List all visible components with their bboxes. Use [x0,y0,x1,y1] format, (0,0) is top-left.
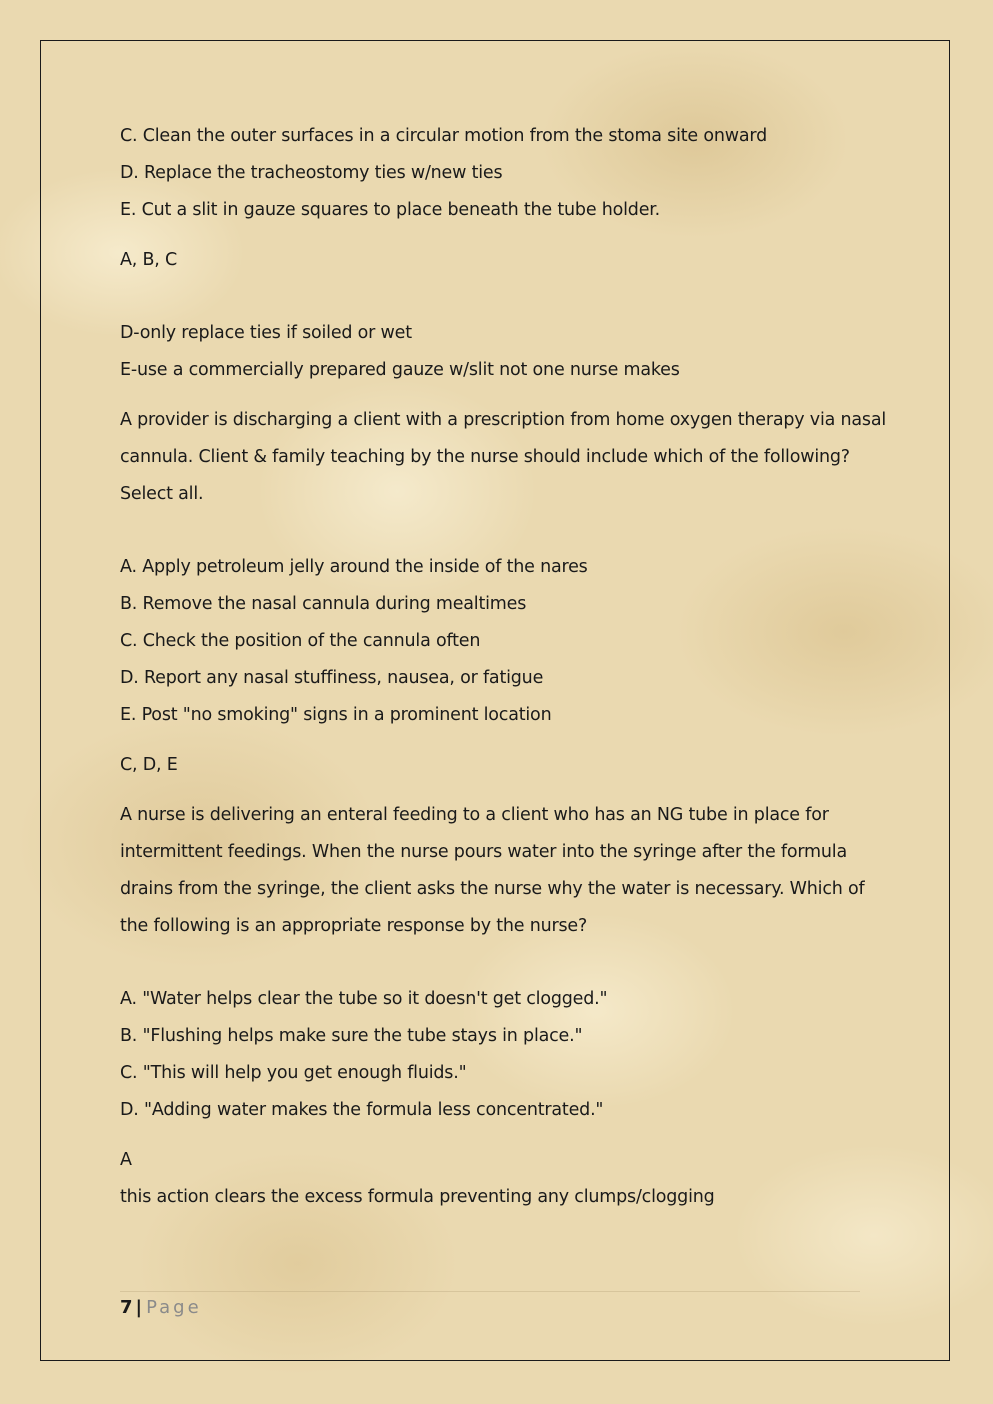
options-3 [120,981,880,1129]
question-line: intermittent feedings. When the nurse pours water into the syringe after the formula [120,842,847,862]
answer-1: A, B, C [120,250,178,270]
answer-2: C, D, E [120,755,178,775]
option-c: C. "This will help you get enough fluids." [120,1063,467,1083]
footer-divider [120,1291,860,1292]
rationale-line: E-use a commercially prepared gauze w/slit not one nurse makes [120,360,680,380]
option-d: D. "Adding water makes the formula less concentrated." [120,1100,604,1120]
option-c: C. Clean the outer surfaces in a circular motion from the stoma site onward [120,126,767,146]
question-3 [120,797,880,945]
question-line: cannula. Client & family teaching by the nurse should include which of the following? [120,447,850,467]
option-a: A. Apply petroleum jelly around the inside of the nares [120,557,588,577]
option-b: B. "Flushing helps make sure the tube stays in place." [120,1026,583,1046]
option-e: E. Post "no smoking" signs in a prominent location [120,705,552,725]
question-2 [120,402,887,513]
option-e: E. Cut a slit in gauze squares to place beneath the tube holder. [120,200,661,220]
rationale-3: this action clears the excess formula preventing any clumps/clogging [120,1187,715,1207]
options-2 [120,549,880,734]
footer-separator: | [135,1297,143,1318]
option-b: B. Remove the nasal cannula during mealtimes [120,594,527,614]
options-continued [120,118,880,229]
page-number: 7 [120,1297,133,1318]
option-d: D. Report any nasal stuffiness, nausea, or fatigue [120,668,544,688]
page-content [120,118,887,1216]
question-line: A nurse is delivering an enteral feeding to a client who has an NG tube in place for [120,805,829,825]
question-line: drains from the syringe, the client asks the nurse why the water is necessary. Which of [120,879,865,899]
question-line: the following is an appropriate response by the nurse? [120,916,588,936]
option-a: A. "Water helps clear the tube so it doesn't get clogged." [120,989,608,1009]
rationale-line: D-only replace ties if soiled or wet [120,323,412,343]
rationale-1 [120,315,880,389]
page-footer [120,1295,202,1321]
question-line: A provider is discharging a client with a prescription from home oxygen therapy via nasal [120,410,887,430]
question-line: Select all. [120,484,204,504]
page-label: Page [146,1297,202,1318]
answer-3: A [120,1150,132,1170]
option-c: C. Check the position of the cannula often [120,631,481,651]
option-d: D. Replace the tracheostomy ties w/new ties [120,163,503,183]
